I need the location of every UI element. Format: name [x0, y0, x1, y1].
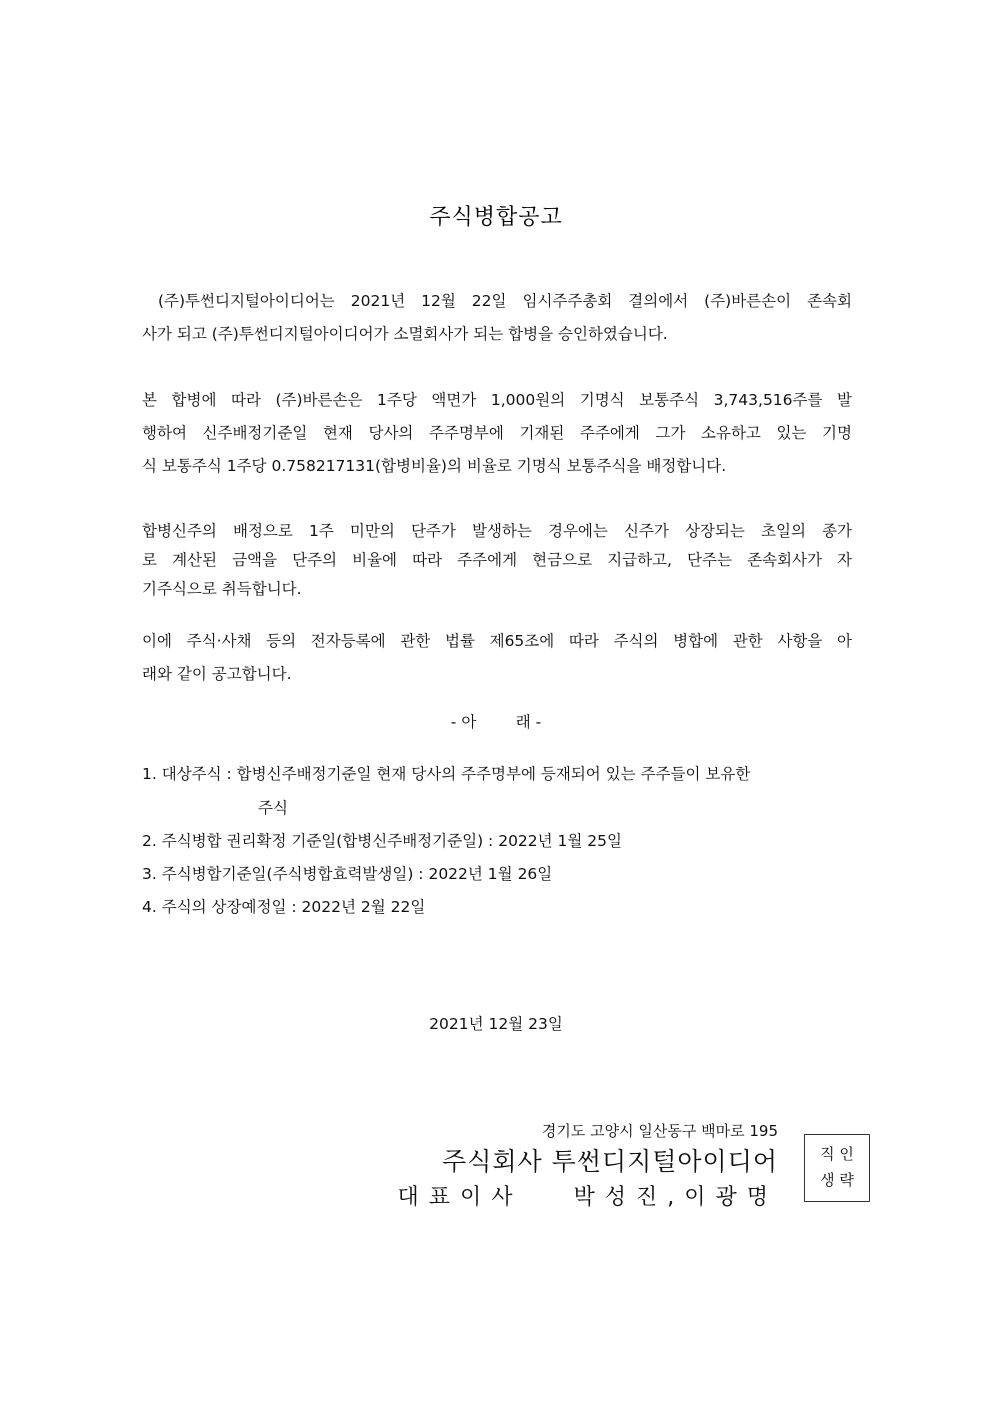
text-line: 래와 같이 공고합니다. — [142, 665, 292, 683]
ceo-names: 대표이사 박성진,이광명 — [397, 1185, 778, 1210]
text-line: 합병신주의 배정으로 1주 미만의 단주가 발생하는 경우에는 신주가 상장되는 초일의 종가 — [142, 522, 852, 540]
list-item: 3. 주식병합기준일(주식병합효력발생일) : 2022년 1월 26일 — [142, 865, 553, 883]
paragraph-legal-basis — [142, 625, 852, 691]
text-line: (주)투썬디지털아이디어는 2021년 12월 22일 임시주주총회 결의에서 (주)바른손이 존속회 — [142, 292, 852, 310]
text-line: 기주식으로 취득합니다. — [142, 580, 302, 598]
text-line: 식 보통주식 1주당 0.758217131(합병비율)의 비율로 기명식 보통주식을 배정합니다. — [142, 457, 727, 475]
list-item: 1. 대상주식 : 합병신주배정기준일 현재 당사의 주주명부에 등재되어 있는 주주들이 보유한 — [142, 765, 751, 783]
list-item: 2. 주식병합 권리확정 기준일(합병신주배정기준일) : 2022년 1월 25일 — [142, 832, 623, 850]
text-line: 로 계산된 금액을 단주의 비율에 따라 주주에게 현금으로 지급하고, 단주는 존속회사가 자 — [142, 551, 852, 569]
list-item: 4. 주식의 상장예정일 : 2022년 2월 22일 — [142, 898, 426, 916]
seal-omitted-box — [804, 1134, 870, 1202]
stamp-text: 직 인 — [820, 1145, 854, 1163]
paragraph-fractional-shares — [142, 517, 852, 604]
text-line: 이에 주식·사채 등의 전자등록에 관한 법률 제65조에 따라 주식의 병합에 관한 사항을 아 — [142, 632, 852, 650]
paragraph-merger-approval — [142, 285, 852, 351]
text-line: 행하여 신주배정기준일 현재 당사의 주주명부에 기재된 주주에게 그가 소유하고 있는 기명 — [142, 424, 852, 442]
note-heading: - 아 래 - — [450, 713, 542, 731]
list-item-continuation: 주식 — [258, 799, 288, 817]
text-line: 본 합병에 따라 (주)바른손은 1주당 액면가 1,000원의 기명식 보통주식 3,743,516주를 발 — [142, 391, 852, 409]
document-title: 주식병합공고 — [429, 205, 563, 230]
company-address: 경기도 고양시 일산동구 백마로 195 — [541, 1122, 778, 1140]
stamp-text: 생 략 — [820, 1171, 854, 1189]
paragraph-share-allocation — [142, 384, 852, 483]
notice-date: 2021년 12월 23일 — [429, 1015, 563, 1033]
company-name: 주식회사 투썬디지털아이디어 — [442, 1147, 778, 1176]
text-line: 사가 되고 (주)투썬디지털아이디어가 소멸회사가 되는 합병을 승인하였습니다. — [142, 325, 668, 343]
